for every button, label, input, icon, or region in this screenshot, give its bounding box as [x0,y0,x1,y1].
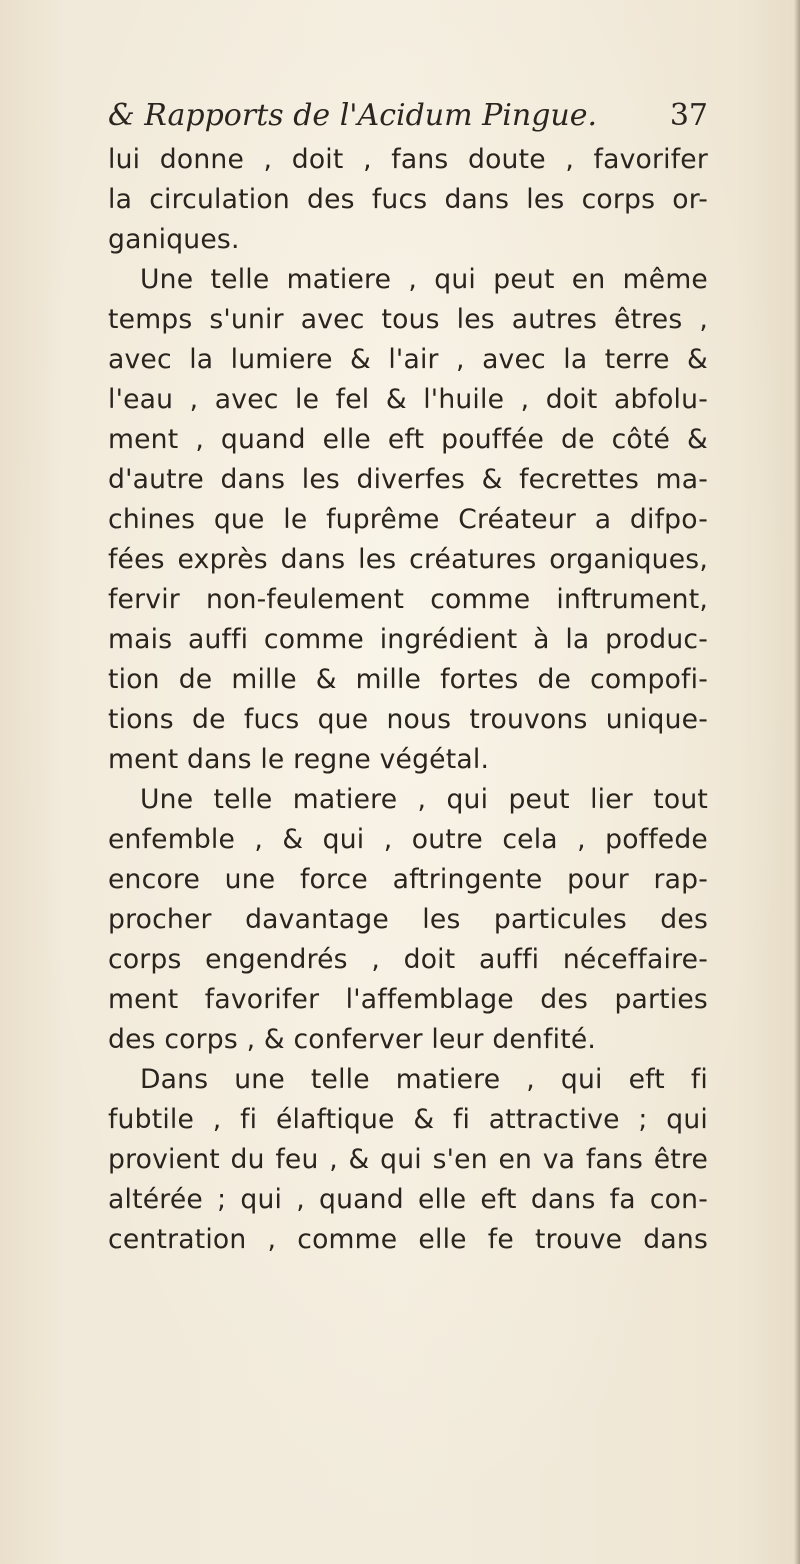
text-line: altérée ; qui , quand elle eft dans fa con- [108,1184,708,1215]
text-line: l'eau , avec le fel & l'huile , doit abfolu- [108,384,708,415]
paragraph-start-line: Une telle matiere , qui peut lier tout [140,784,708,815]
text-line: d'autre dans les diverfes & fecrettes ma- [108,464,708,495]
running-title: & Rapports de l'Acidum Pingue. [108,98,598,133]
text-line: ment dans le regne végétal. [108,744,490,775]
paragraph-start-line: Une telle matiere , qui peut en même [140,264,708,295]
text-line: ganiques. [108,224,240,255]
text-line: ment , quand elle eft pouffée de côté & [108,424,708,455]
paragraph-start-line: Dans une telle matiere , qui eft fi [140,1064,708,1095]
text-line: provient du feu , & qui s'en en va fans être [108,1144,708,1175]
page-number: 37 [669,98,708,133]
text-line: des corps , & conferver leur denfité. [108,1024,597,1055]
text-line: chines que le fuprême Créateur a difpo- [108,504,708,535]
text-line: centration , comme elle fe trouve dans [108,1224,708,1255]
text-line: tions de fucs que nous trouvons unique- [108,704,708,735]
text-line: la circulation des fucs dans les corps or- [108,184,708,215]
text-line: fervir non-feulement comme inftrument, [108,584,708,615]
running-header [108,94,708,138]
text-line: temps s'unir avec tous les autres êtres , [108,304,708,335]
text-line: lui donne , doit , fans doute , favorifer [108,144,708,175]
text-line: encore une force aftringente pour rap- [108,864,708,895]
text-line: mais auffi comme ingrédient à la produc- [108,624,708,655]
text-line: enfemble , & qui , outre cela , poffede [108,824,708,855]
text-line: fées exprès dans les créatures organiques, [108,544,708,575]
text-line: corps engendrés , doit auffi néceffaire- [108,944,708,975]
text-line: fubtile , fi élaftique & fi attractive ; qui [108,1104,708,1135]
page-edge-shadow [794,0,800,1564]
text-line: procher davantage les particules des [108,904,708,935]
text-line: avec la lumiere & l'air , avec la terre & [108,344,708,375]
text-line: tion de mille & mille fortes de compofi- [108,664,708,695]
text-line: ment favorifer l'affemblage des parties [108,984,708,1015]
